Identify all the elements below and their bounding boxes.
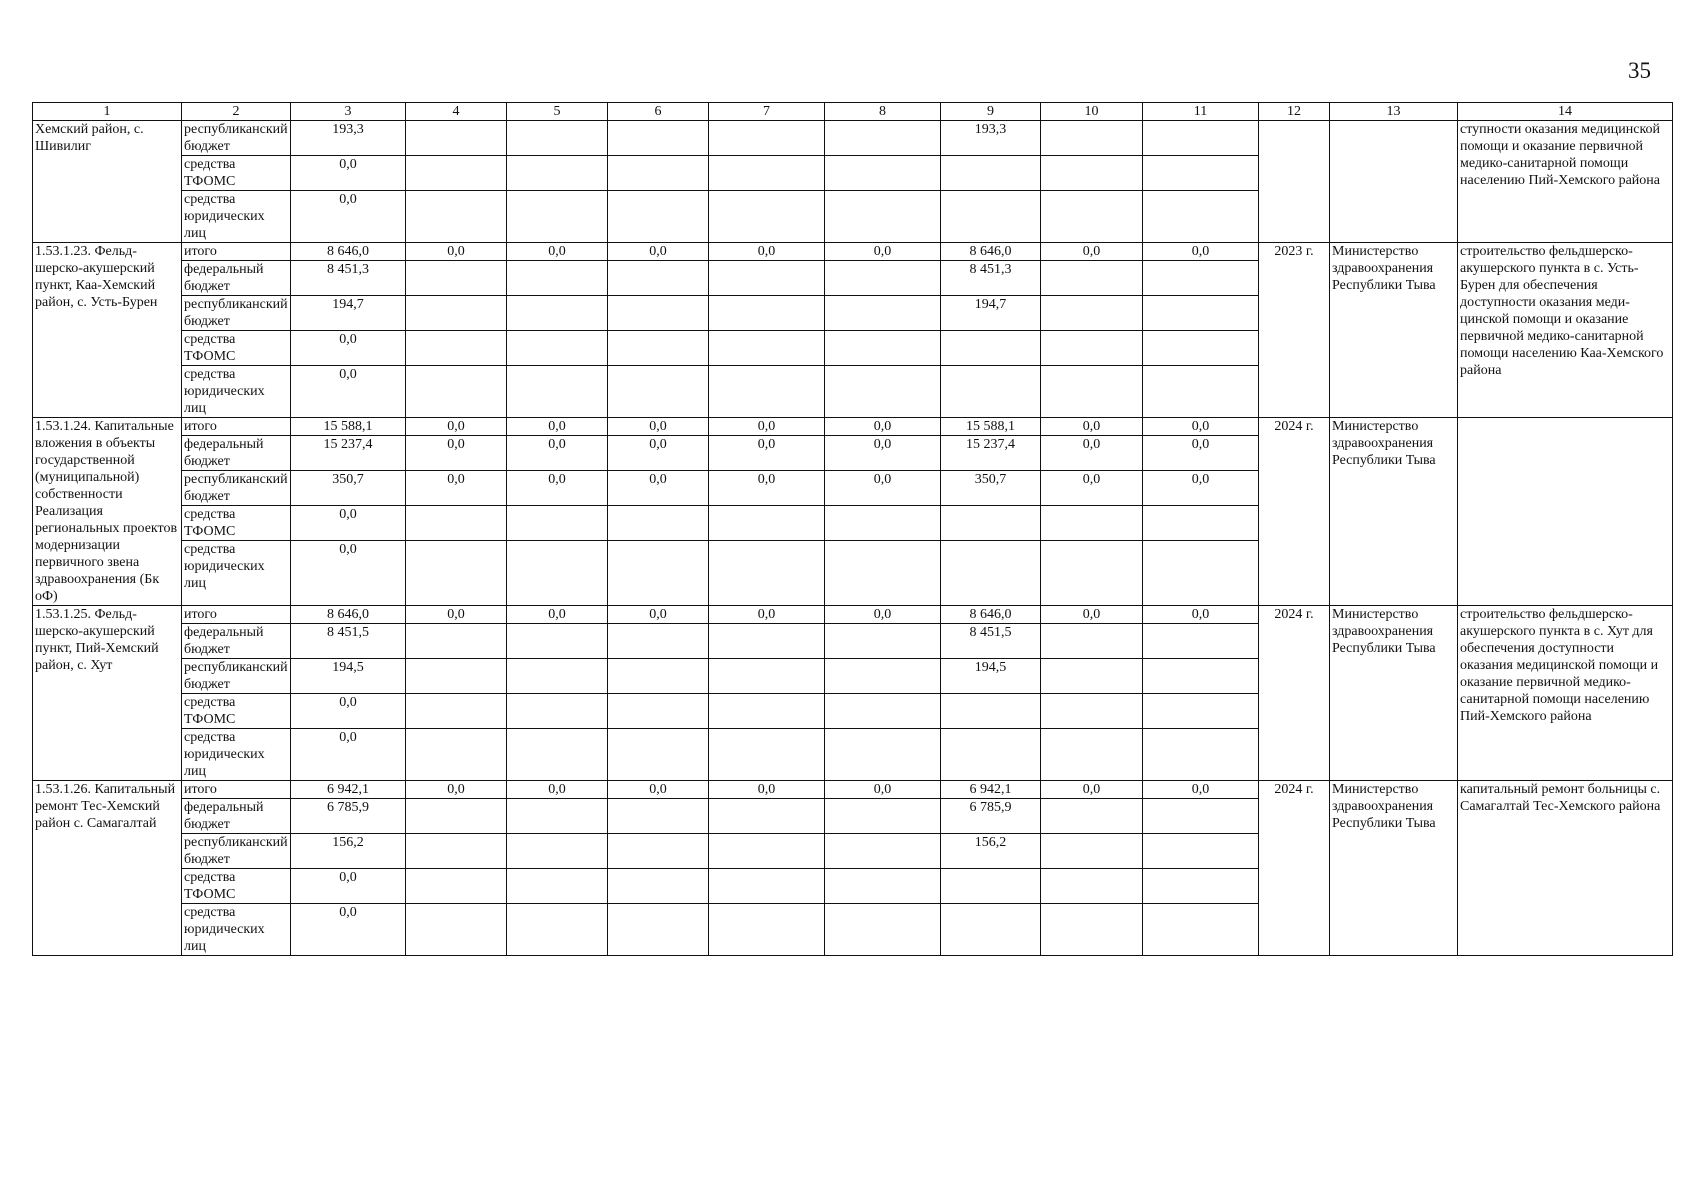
amount-cell: 0,0 [1143,418,1259,436]
amount-cell [825,191,941,243]
amount-cell [709,624,825,659]
amount-cell [825,121,941,156]
amount-cell [608,121,709,156]
amount-cell [709,904,825,956]
executor: Министерство здравоохранения Республики Тыва [1330,243,1458,418]
amount-cell [608,541,709,606]
column-number: 10 [1041,103,1143,121]
amount-cell [941,331,1041,366]
funding-source: средства юридических лиц [182,729,291,781]
amount-cell: 0,0 [291,541,406,606]
amount-cell [1143,366,1259,418]
amount-cell: 0,0 [507,781,608,799]
amount-cell [709,366,825,418]
amount-cell: 0,0 [291,694,406,729]
amount-cell: 194,5 [291,659,406,694]
amount-cell [709,121,825,156]
amount-cell [608,659,709,694]
amount-cell [941,904,1041,956]
completion-year [1259,121,1330,243]
amount-cell: 0,0 [406,471,507,506]
amount-cell: 0,0 [1041,243,1143,261]
table-row [33,121,1673,156]
amount-cell: 0,0 [709,471,825,506]
funding-source: республиканский бюджет [182,834,291,869]
funding-source: итого [182,418,291,436]
table-row [33,243,1673,261]
amount-cell [941,191,1041,243]
amount-cell [709,869,825,904]
column-number: 4 [406,103,507,121]
funding-source: республиканский бюджет [182,659,291,694]
amount-cell: 0,0 [507,243,608,261]
amount-cell: 0,0 [1143,606,1259,624]
amount-cell [1041,296,1143,331]
amount-cell [406,261,507,296]
amount-cell: 0,0 [825,781,941,799]
amount-cell [1041,506,1143,541]
amount-cell: 0,0 [291,156,406,191]
object-name: 1.53.1.26. Капитальный ремонт Тес-Хемский район с. Самагалтай [33,781,182,956]
column-number-row [33,103,1673,121]
amount-cell: 156,2 [291,834,406,869]
amount-cell [1041,659,1143,694]
amount-cell [1143,121,1259,156]
expected-result: строительство фельдшерско-акушерского пункта в с. Хут для обеспечения доступности оказания медицинской помощи и оказание первичной медико-санитарной помощи населению Пий-Хемского района [1458,606,1673,781]
amount-cell [507,331,608,366]
amount-cell [608,296,709,331]
amount-cell [709,331,825,366]
funding-source: федеральный бюджет [182,799,291,834]
amount-cell: 0,0 [1143,243,1259,261]
amount-cell [406,694,507,729]
amount-cell: 8 451,3 [941,261,1041,296]
amount-cell [406,506,507,541]
amount-cell: 15 237,4 [291,436,406,471]
amount-cell [608,366,709,418]
amount-cell: 0,0 [825,418,941,436]
amount-cell [1041,366,1143,418]
amount-cell [709,261,825,296]
amount-cell [507,869,608,904]
amount-cell: 0,0 [825,436,941,471]
amount-cell [507,541,608,606]
amount-cell [608,191,709,243]
amount-cell: 0,0 [291,331,406,366]
funding-source: итого [182,243,291,261]
column-number: 3 [291,103,406,121]
amount-cell [406,331,507,366]
column-number: 14 [1458,103,1673,121]
amount-cell [507,729,608,781]
amount-cell: 0,0 [406,243,507,261]
amount-cell [825,624,941,659]
object-name: 1.53.1.24. Капитальные вложения в объекты государственной (муниципальной) собственности Реализация региональных проектов модернизации первичного звена здравоохранения (Бк оФ) [33,418,182,606]
amount-cell: 194,7 [291,296,406,331]
amount-cell [1041,624,1143,659]
amount-cell: 0,0 [1041,606,1143,624]
amount-cell [709,191,825,243]
amount-cell [406,904,507,956]
funding-source: итого [182,781,291,799]
amount-cell [1041,541,1143,606]
amount-cell [1143,659,1259,694]
expected-result: строительство фельдшерско-акушерского пункта в с. Усть-Бурен для обеспечения доступности оказания медицинской помощи и оказание первичной медико-санитарной помощи населению Каа-Хемского района [1458,243,1673,418]
amount-cell [507,121,608,156]
amount-cell: 0,0 [608,418,709,436]
amount-cell: 0,0 [406,418,507,436]
table-row [33,606,1673,624]
amount-cell [1143,156,1259,191]
amount-cell [406,366,507,418]
amount-cell [1041,191,1143,243]
completion-year: 2024 г. [1259,418,1330,606]
amount-cell: 0,0 [608,243,709,261]
amount-cell: 0,0 [825,471,941,506]
amount-cell [1143,331,1259,366]
amount-cell [507,156,608,191]
amount-cell [1143,506,1259,541]
amount-cell: 156,2 [941,834,1041,869]
amount-cell [608,694,709,729]
funding-source: средства юридических лиц [182,541,291,606]
amount-cell: 0,0 [608,436,709,471]
amount-cell [1143,296,1259,331]
amount-cell [709,659,825,694]
amount-cell [825,834,941,869]
amount-cell: 0,0 [507,606,608,624]
amount-cell [608,729,709,781]
table-row [33,418,1673,436]
amount-cell: 0,0 [406,781,507,799]
amount-cell [507,694,608,729]
executor: Министерство здравоохранения Республики Тыва [1330,781,1458,956]
amount-cell: 6 785,9 [291,799,406,834]
amount-cell [608,261,709,296]
executor: Министерство здравоохранения Республики Тыва [1330,418,1458,606]
amount-cell [608,904,709,956]
amount-cell: 194,7 [941,296,1041,331]
completion-year: 2023 г. [1259,243,1330,418]
amount-cell: 0,0 [1041,781,1143,799]
expected-result: ступности оказания медицинской помощи и оказание первичной медико-санитарной помощи населению Пий-Хемского района [1458,121,1673,243]
funding-source: средства ТФОМС [182,156,291,191]
amount-cell [1143,694,1259,729]
funding-source: средства ТФОМС [182,506,291,541]
amount-cell: 350,7 [941,471,1041,506]
amount-cell [709,799,825,834]
funding-source: республиканский бюджет [182,471,291,506]
amount-cell: 0,0 [709,418,825,436]
amount-cell: 6 785,9 [941,799,1041,834]
amount-cell: 6 942,1 [291,781,406,799]
funding-source: средства юридических лиц [182,191,291,243]
amount-cell [825,261,941,296]
amount-cell [941,506,1041,541]
amount-cell [406,869,507,904]
amount-cell [941,156,1041,191]
funding-source: республиканский бюджет [182,121,291,156]
table-row [33,781,1673,799]
amount-cell [406,156,507,191]
amount-cell: 0,0 [709,436,825,471]
amount-cell: 0,0 [507,418,608,436]
amount-cell: 0,0 [291,191,406,243]
amount-cell [825,156,941,191]
expected-result: капитальный ремонт больницы с. Самагалтай Тес-Хемского района [1458,781,1673,956]
amount-cell [1143,869,1259,904]
amount-cell [941,541,1041,606]
amount-cell [406,624,507,659]
amount-cell [406,729,507,781]
amount-cell: 6 942,1 [941,781,1041,799]
column-number: 9 [941,103,1041,121]
amount-cell: 193,3 [941,121,1041,156]
amount-cell: 0,0 [1143,436,1259,471]
amount-cell: 8 451,5 [291,624,406,659]
amount-cell: 0,0 [709,606,825,624]
amount-cell [507,296,608,331]
amount-cell [406,834,507,869]
column-number: 2 [182,103,291,121]
amount-cell [941,366,1041,418]
amount-cell [1041,694,1143,729]
amount-cell: 0,0 [1041,471,1143,506]
amount-cell [825,869,941,904]
amount-cell [1041,729,1143,781]
amount-cell: 15 588,1 [291,418,406,436]
column-number: 1 [33,103,182,121]
amount-cell: 8 646,0 [941,606,1041,624]
amount-cell [608,156,709,191]
amount-cell [1041,904,1143,956]
amount-cell [825,506,941,541]
amount-cell [507,659,608,694]
amount-cell [507,834,608,869]
amount-cell [1143,799,1259,834]
amount-cell [1041,869,1143,904]
amount-cell: 8 646,0 [941,243,1041,261]
amount-cell: 15 588,1 [941,418,1041,436]
amount-cell: 0,0 [709,781,825,799]
amount-cell [825,331,941,366]
amount-cell: 0,0 [608,781,709,799]
amount-cell [608,799,709,834]
amount-cell [1143,624,1259,659]
amount-cell [941,694,1041,729]
column-number: 5 [507,103,608,121]
amount-cell: 350,7 [291,471,406,506]
completion-year: 2024 г. [1259,781,1330,956]
funding-source: средства юридических лиц [182,366,291,418]
object-name: Хемский район, с. Шивилиг [33,121,182,243]
amount-cell [406,799,507,834]
amount-cell [825,729,941,781]
amount-cell: 0,0 [1041,436,1143,471]
amount-cell [709,506,825,541]
amount-cell [825,541,941,606]
amount-cell: 0,0 [507,471,608,506]
amount-cell [406,541,507,606]
amount-cell [608,506,709,541]
amount-cell [406,121,507,156]
amount-cell [1041,834,1143,869]
amount-cell: 8 646,0 [291,243,406,261]
column-number: 12 [1259,103,1330,121]
amount-cell [825,904,941,956]
amount-cell [1143,904,1259,956]
amount-cell [1143,729,1259,781]
amount-cell: 0,0 [406,436,507,471]
amount-cell [825,366,941,418]
amount-cell: 0,0 [291,904,406,956]
amount-cell [608,624,709,659]
column-number: 8 [825,103,941,121]
amount-cell: 15 237,4 [941,436,1041,471]
amount-cell: 193,3 [291,121,406,156]
amount-cell [507,624,608,659]
amount-cell [1143,191,1259,243]
amount-cell [941,869,1041,904]
amount-cell [1041,156,1143,191]
funding-source: федеральный бюджет [182,261,291,296]
funding-source: республиканский бюджет [182,296,291,331]
amount-cell: 0,0 [709,243,825,261]
amount-cell: 0,0 [291,869,406,904]
column-number: 13 [1330,103,1458,121]
amount-cell [406,296,507,331]
amount-cell: 0,0 [1041,418,1143,436]
amount-cell [507,799,608,834]
amount-cell [1041,331,1143,366]
amount-cell: 0,0 [291,506,406,541]
amount-cell [507,191,608,243]
amount-cell [709,729,825,781]
funding-source: средства ТФОМС [182,331,291,366]
amount-cell [825,659,941,694]
amount-cell: 0,0 [608,606,709,624]
funding-source: средства юридических лиц [182,904,291,956]
amount-cell [825,296,941,331]
program-table [32,102,1673,956]
column-number: 6 [608,103,709,121]
funding-source: итого [182,606,291,624]
object-name: 1.53.1.25. Фельдшерско-акушерский пункт, Пий-Хемский район, с. Хут [33,606,182,781]
object-name: 1.53.1.23. Фельдшерско-акушерский пункт, Каа-Хемский район, с. Усть-Бурен [33,243,182,418]
amount-cell: 0,0 [507,436,608,471]
funding-source: средства ТФОМС [182,869,291,904]
amount-cell [941,729,1041,781]
amount-cell [1143,834,1259,869]
amount-cell [1143,261,1259,296]
funding-source: федеральный бюджет [182,436,291,471]
funding-source: средства ТФОМС [182,694,291,729]
amount-cell [608,331,709,366]
amount-cell [1041,799,1143,834]
amount-cell: 0,0 [825,606,941,624]
amount-cell: 0,0 [825,243,941,261]
expected-result [1458,418,1673,606]
amount-cell: 0,0 [1143,471,1259,506]
amount-cell [825,799,941,834]
column-number: 11 [1143,103,1259,121]
amount-cell: 8 451,5 [941,624,1041,659]
amount-cell: 0,0 [406,606,507,624]
amount-cell [709,541,825,606]
page-number: 35 [1628,58,1651,83]
amount-cell [507,904,608,956]
amount-cell: 0,0 [291,366,406,418]
executor: Министерство здравоохранения Республики Тыва [1330,606,1458,781]
amount-cell: 0,0 [291,729,406,781]
amount-cell [825,694,941,729]
amount-cell [1041,121,1143,156]
amount-cell: 8 646,0 [291,606,406,624]
amount-cell [709,156,825,191]
amount-cell [608,834,709,869]
amount-cell [507,261,608,296]
column-number: 7 [709,103,825,121]
amount-cell: 0,0 [1143,781,1259,799]
completion-year: 2024 г. [1259,606,1330,781]
table-body [33,103,1673,956]
amount-cell [709,694,825,729]
amount-cell [406,191,507,243]
amount-cell: 194,5 [941,659,1041,694]
amount-cell [709,296,825,331]
amount-cell: 8 451,3 [291,261,406,296]
amount-cell [608,869,709,904]
funding-source: федеральный бюджет [182,624,291,659]
amount-cell [406,659,507,694]
amount-cell [507,366,608,418]
amount-cell [709,834,825,869]
amount-cell [1041,261,1143,296]
amount-cell [507,506,608,541]
executor [1330,121,1458,243]
amount-cell: 0,0 [608,471,709,506]
amount-cell [1143,541,1259,606]
